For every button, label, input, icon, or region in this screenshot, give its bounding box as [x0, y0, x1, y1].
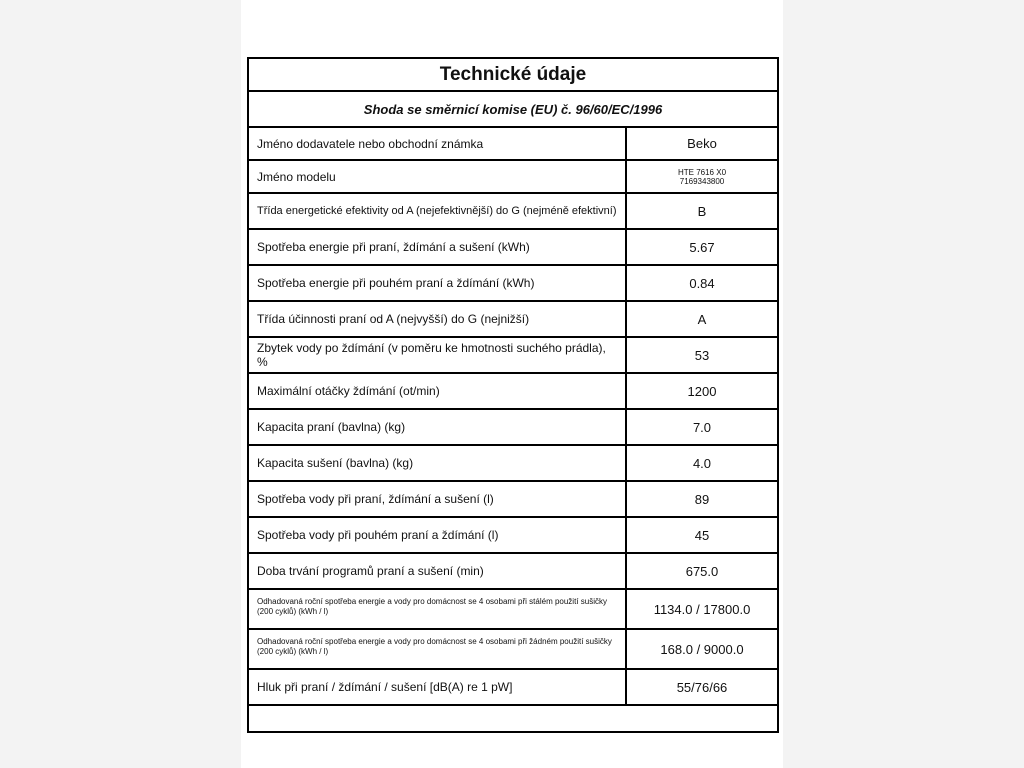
row-label: Spotřeba vody při pouhém praní a ždímání (l)	[248, 517, 626, 553]
table-row	[248, 337, 778, 373]
row-value: 45	[626, 517, 778, 553]
row-value: 1134.0 / 17800.0	[626, 589, 778, 629]
model-code: 7169343800	[679, 176, 725, 186]
row-value: 675.0	[626, 553, 778, 589]
row-value: 4.0	[626, 445, 778, 481]
table-row	[248, 373, 778, 409]
row-value: 5.67	[626, 229, 778, 265]
table-row	[248, 265, 778, 301]
row-value: B	[626, 193, 778, 229]
row-value: Beko	[626, 127, 778, 160]
technical-data-table	[247, 57, 779, 733]
row-label: Jméno modelu	[248, 160, 626, 193]
model-value	[626, 160, 778, 193]
table-row	[248, 481, 778, 517]
row-label: Maximální otáčky ždímání (ot/min)	[248, 373, 626, 409]
table-row	[248, 301, 778, 337]
table-subtitle: Shoda se směrnicí komise (EU) č. 96/60/EC/1996	[248, 91, 778, 127]
row-value: 0.84	[626, 265, 778, 301]
table-subtitle-row	[248, 91, 778, 127]
table-row	[248, 127, 778, 160]
table-row	[248, 409, 778, 445]
table-row	[248, 445, 778, 481]
row-value: 1200	[626, 373, 778, 409]
row-label: Třída účinnosti praní od A (nejvyšší) do G (nejnižší)	[248, 301, 626, 337]
row-label: Odhadovaná roční spotřeba energie a vody pro domácnost se 4 osobami při stálém použití sušičky (200 cyklů) (kWh / l)	[248, 589, 626, 629]
row-label: Odhadovaná roční spotřeba energie a vody pro domácnost se 4 osobami při žádném použití sušičky (200 cyklů) (kWh / l)	[248, 629, 626, 669]
table-row	[248, 669, 778, 705]
row-label: Spotřeba vody při praní, ždímání a sušení (l)	[248, 481, 626, 517]
table-row	[248, 589, 778, 629]
row-value: 168.0 / 9000.0	[626, 629, 778, 669]
row-value: 55/76/66	[626, 669, 778, 705]
row-label: Třída energetické efektivity od A (nejefektivnější) do G (nejméně efektivní)	[248, 193, 626, 229]
table-row	[248, 229, 778, 265]
table-row	[248, 629, 778, 669]
row-label: Doba trvání programů praní a sušení (min)	[248, 553, 626, 589]
empty-cell	[248, 705, 778, 732]
table-row	[248, 553, 778, 589]
row-label: Hluk při praní / ždímání / sušení [dB(A) re 1 pW]	[248, 669, 626, 705]
table-row	[248, 193, 778, 229]
row-label: Jméno dodavatele nebo obchodní známka	[248, 127, 626, 160]
row-label: Kapacita sušení (bavlna) (kg)	[248, 445, 626, 481]
model-name: HTE 7616 X0	[677, 167, 727, 177]
row-label: Spotřeba energie při pouhém praní a ždímání (kWh)	[248, 265, 626, 301]
table-empty-row	[248, 705, 778, 732]
table-title-row	[248, 58, 778, 91]
row-value: 7.0	[626, 409, 778, 445]
row-value: A	[626, 301, 778, 337]
row-label: Spotřeba energie při praní, ždímání a sušení (kWh)	[248, 229, 626, 265]
row-label: Zbytek vody po ždímání (v poměru ke hmotnosti suchého prádla), %	[248, 337, 626, 373]
table-row	[248, 517, 778, 553]
row-value: 89	[626, 481, 778, 517]
row-value: 53	[626, 337, 778, 373]
row-label: Kapacita praní (bavlna) (kg)	[248, 409, 626, 445]
table-title: Technické údaje	[248, 58, 778, 91]
table-row	[248, 160, 778, 193]
